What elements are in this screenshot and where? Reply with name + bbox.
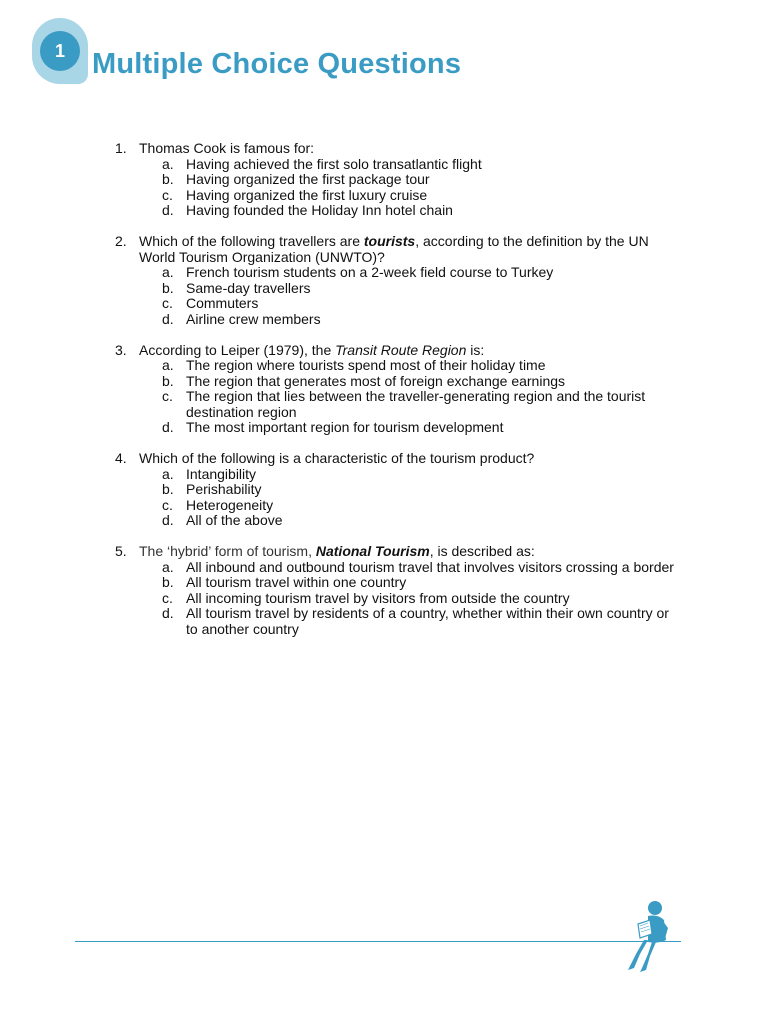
option-letter: c. (162, 496, 173, 513)
question-text-segment: Transit Route Region (335, 341, 467, 358)
answer-options (139, 265, 675, 327)
answer-option (139, 560, 675, 576)
question-item (115, 451, 675, 529)
footer-divider (75, 941, 681, 942)
answer-options (139, 157, 675, 219)
question-item (115, 141, 675, 219)
answer-option (139, 575, 675, 591)
answer-option (139, 498, 675, 514)
option-letter: c. (162, 186, 173, 203)
answer-option (139, 157, 675, 173)
option-text: Having achieved the first solo transatlantic flight (186, 155, 482, 172)
question-text-segment: , according to the definition by the UN World Tourism Organization (UNWTO)? (139, 233, 649, 265)
question-text-segment: According to Leiper (1979), the (139, 341, 336, 358)
option-text: All of the above (186, 512, 283, 528)
option-letter: d. (162, 419, 174, 435)
question-number: 1. (115, 140, 127, 156)
question-number: 4. (115, 450, 127, 466)
option-letter: b. (162, 372, 174, 389)
option-letter: a. (162, 465, 174, 482)
option-letter: b. (162, 574, 174, 590)
answer-option (139, 591, 675, 607)
answer-option (139, 374, 675, 390)
answer-option (139, 420, 675, 436)
option-text: All tourism travel within one country (186, 574, 407, 590)
answer-option (139, 389, 675, 420)
option-text: All incoming tourism travel by visitors from outside the country (186, 589, 570, 606)
question-item (115, 343, 675, 436)
chapter-number: 1 (40, 31, 80, 71)
answer-options (139, 358, 675, 436)
option-text: French tourism students on a 2-week field course to Turkey (186, 264, 554, 280)
question-text (139, 343, 675, 359)
question-item (115, 544, 675, 637)
option-text: The region that lies between the traveller-generating region and the tourist destination region (186, 388, 646, 420)
option-letter: c. (162, 589, 173, 606)
question-number: 2. (115, 233, 127, 249)
question-text-segment: , is described as: (429, 543, 535, 559)
answer-option (139, 203, 675, 219)
question-list (115, 141, 675, 653)
answer-option (139, 188, 675, 204)
option-text: Perishability (186, 481, 262, 497)
option-text: The most important region for tourism development (186, 419, 504, 435)
question-text (139, 234, 675, 265)
option-text: Having organized the first package tour (186, 171, 430, 187)
question-number: 5. (115, 543, 127, 559)
question-text-segment: National Tourism (315, 543, 430, 559)
answer-option (139, 482, 675, 498)
reading-person-icon (618, 896, 678, 976)
option-text: Same-day travellers (186, 279, 311, 296)
answer-options (139, 467, 675, 529)
answer-options (139, 560, 675, 638)
question-text (139, 141, 675, 157)
question-text (139, 451, 675, 467)
option-text: Having founded the Holiday Inn hotel chain (186, 202, 453, 218)
option-text: Heterogeneity (186, 496, 274, 513)
question-text-segment: Thomas Cook is famous for: (139, 140, 315, 156)
option-letter: b. (162, 171, 174, 187)
option-letter: a. (162, 264, 174, 280)
answer-option (139, 358, 675, 374)
answer-option (139, 172, 675, 188)
question-text-segment: The ‘hybrid’ form of tourism, (139, 543, 316, 559)
question-text-segment: Which of the following is a characteristic of the tourism product? (139, 450, 535, 466)
option-letter: a. (162, 155, 174, 172)
option-text: Airline crew members (186, 310, 321, 327)
answer-option (139, 513, 675, 529)
option-letter: d. (162, 310, 174, 327)
option-letter: b. (162, 279, 174, 296)
answer-option (139, 281, 675, 297)
option-letter: d. (162, 512, 174, 528)
page-title: Multiple Choice Questions (92, 48, 462, 80)
answer-option (139, 265, 675, 281)
option-letter: d. (162, 202, 174, 218)
option-letter: a. (162, 357, 174, 373)
answer-option (139, 296, 675, 312)
question-text-segment: Which of the following travellers are (139, 233, 364, 249)
option-text: Having organized the first luxury cruise (186, 186, 428, 203)
option-text: All inbound and outbound tourism travel that involves visitors crossing a border (186, 558, 674, 575)
option-text: Intangibility (186, 465, 257, 482)
option-letter: c. (162, 295, 173, 311)
answer-option (139, 312, 675, 328)
option-letter: c. (162, 388, 173, 404)
question-text-segment: tourists (363, 233, 416, 249)
answer-option (139, 467, 675, 483)
option-letter: d. (162, 605, 174, 621)
question-text-segment: is: (466, 341, 485, 358)
option-text: The region that generates most of foreign exchange earnings (186, 372, 566, 389)
answer-option (139, 606, 675, 637)
option-text: Commuters (186, 295, 259, 311)
question-text (139, 544, 675, 560)
option-text: All tourism travel by residents of a country, whether within their own country or to another country (186, 605, 669, 637)
question-number: 3. (115, 341, 127, 358)
question-item (115, 234, 675, 327)
option-text: The region where tourists spend most of their holiday time (186, 357, 546, 373)
chapter-badge (32, 18, 88, 86)
option-letter: a. (162, 558, 174, 575)
option-letter: b. (162, 481, 174, 497)
